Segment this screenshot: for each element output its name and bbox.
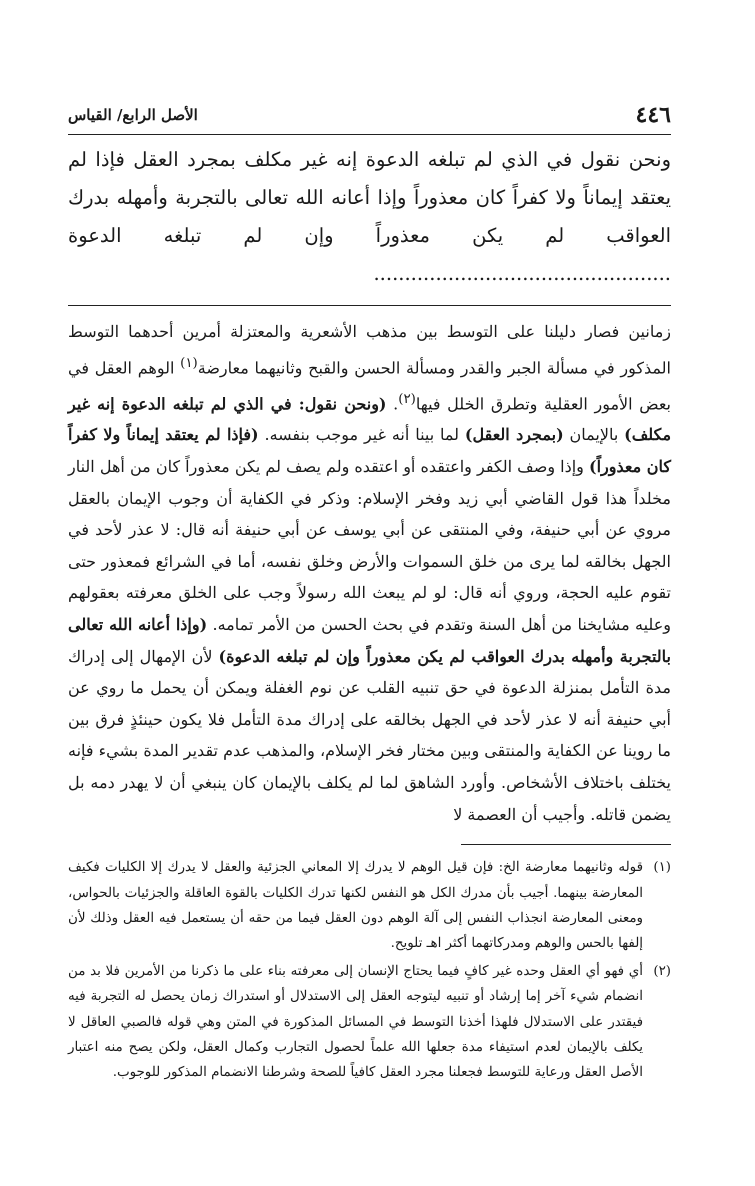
commentary-text: لأن الإمهال إلى إدراك مدة التأمل بمنزلة الدعوة في حق تنبيه القلب عن نوم الغفلة ويمكن أن يحمل ما روي عن أبي حنيفة أنه لا عذر لأحد في الجهل بخالقه على إدراك مدة التأمل فلا يكون حينئذٍ فرق بين ما روينا عن الكفاية والمنتقى وبين مختار فخر الإسلام، والمذهب عدم تقدير المدة بشيء فإنه يختلف باختلاف الأشخاص. وأورد الشاهق لما لم يكلف بالإيمان كان ينبغي أن لا يهدر دمه بل يضمن قاتله. وأجيب أن العصمة لا — [68, 646, 671, 824]
commentary-text: الوهم العقل في بعض الأمور العقلية وتطرق الخلل فيها — [68, 357, 672, 413]
matn-quote: (فإذا لم يعتقد إيماناً ولا كفراً كان معذوراً) — [68, 425, 672, 477]
footnote-text: قوله وثانيهما معارضة الخ: فإن قيل الوهم لا يدرك إلا المعاني الجزئية والعقل لا يدرك إلا الكليات فكيف المعارضة بينهما. أجيب بأن مدرك الكل هو النفس لكنها تدرك الكليات بالقوة العاقلة والجزئيات بالحواس، ومعنى المعارضة انجذاب النفس إلى آلة الوهم دون العقل فيما من حقه أن يستعمل فيه العقل وذلك لأن إلفها بالحس والوهم ومدركاتهما أكثر اهـ تلويح. — [68, 860, 643, 952]
page-number: ٤٤٦ — [635, 102, 671, 128]
matn-paragraph: ونحن نقول في الذي لم تبلغه الدعوة إنه غير مكلف بمجرد العقل فإذا لم يعتقد إيماناً ولا كفراً كان معذوراً وإذا أعانه الله تعالى بالتجربة وأمهله بدرك العواقب لم يكن معذوراً وإن لم تبلغه الدعوة ................................................ — [68, 148, 671, 285]
book-page — [68, 96, 671, 1088]
header-rule — [198, 115, 622, 116]
commentary-text: زمانين فصار دليلنا على التوسط بين مذهب الأشعرية والمعتزلة أمرين أحدهما التوسط المذكور في مسألة الجبر والقدر ومسألة الحسن والقبح وثانيهما معارضة — [68, 322, 672, 377]
matn-quote: (وإذا أعانه الله تعالى بالتجربة وأمهله بدرك العواقب لم يكن معذوراً وإن لم تبلغه الدعوة) — [68, 615, 672, 666]
footnote-text: أي فهو أي العقل وحده غير كافٍ فيما يحتاج الإنسان إلى معرفته بناء على ما ذكرنا من الأمرين فلا بد من انضمام شيء آخر إما إرشاد أو تنبيه ليتوجه العقل إلى الاستدلال أو استدراك زمان يحصل له التجربة فيه فيقتدر على الاستدلال فلهذا أخذنا التوسط في المسائل المذكورة في المتن وهي قوله فالصبي العاقل لا يكلف بالإيمان لعدم استيفاء مدة جعلها الله علماً لحصول التجارب وكمال العقل، ولكن يصح منه اعتبار الأصل العقل ورعاية للتوسط فجعلنا مجرد العقل كافياً للصحة وشرطنا الانضمام المذكور للوجوب. — [68, 963, 643, 1081]
commentary-block — [68, 316, 671, 830]
matn-quote: (ونحن نقول: في الذي لم تبلغه الدعوة إنه غير مكلف) — [68, 393, 672, 445]
footnote-ref-1: (١) — [180, 355, 198, 371]
footnote-mark: (٢) — [653, 963, 671, 979]
commentary-paragraph — [68, 316, 671, 830]
commentary-text: لما بينا أنه غير موجب بنفسه. — [258, 425, 465, 445]
footnote-item — [68, 855, 671, 957]
footnote-item — [68, 959, 671, 1086]
commentary-text: وإذا وصف الكفر واعتقده أو اعتقده ولم يصف لم يكن معذوراً كان من أهل النار مخلداً هذا قول القاضي أبي زيد وفخر الإسلام: وذكر في الكفاية أن وجوب الإيمان بالعقل مروي عن أبي حنيفة، وفي المنتقى عن أبي يوسف عن أبي حنيفة أنه قال: لا عذر لأحد في الجهل بخالقه لما يرى من خلق السموات والأرض وخلق نفسه، أما في الشرائع فمعذور حتى تقوم عليه الحجة، وروي أنه قال: لو لم يبعث الله رسولاً وجب على الخلق معرفته بعقولهم وعليه مشايخنا من أهل السنة وتقدم في بحث الحسن من الأمر تمامه. — [68, 457, 672, 634]
matn-quote: (بمجرد العقل) — [464, 425, 564, 445]
footnote-ref-2: (٢) — [398, 391, 416, 407]
matn-separator — [68, 305, 671, 306]
footnote-separator — [461, 844, 671, 845]
commentary-text: بالإيمان — [563, 425, 625, 445]
running-title: الأصل الرابع/ القياس — [68, 106, 198, 124]
matn-text-block — [68, 141, 671, 293]
commentary-text: . — [386, 393, 399, 413]
footnotes-block — [68, 855, 671, 1086]
footnote-mark: (١) — [653, 860, 671, 876]
page-header — [68, 96, 671, 135]
